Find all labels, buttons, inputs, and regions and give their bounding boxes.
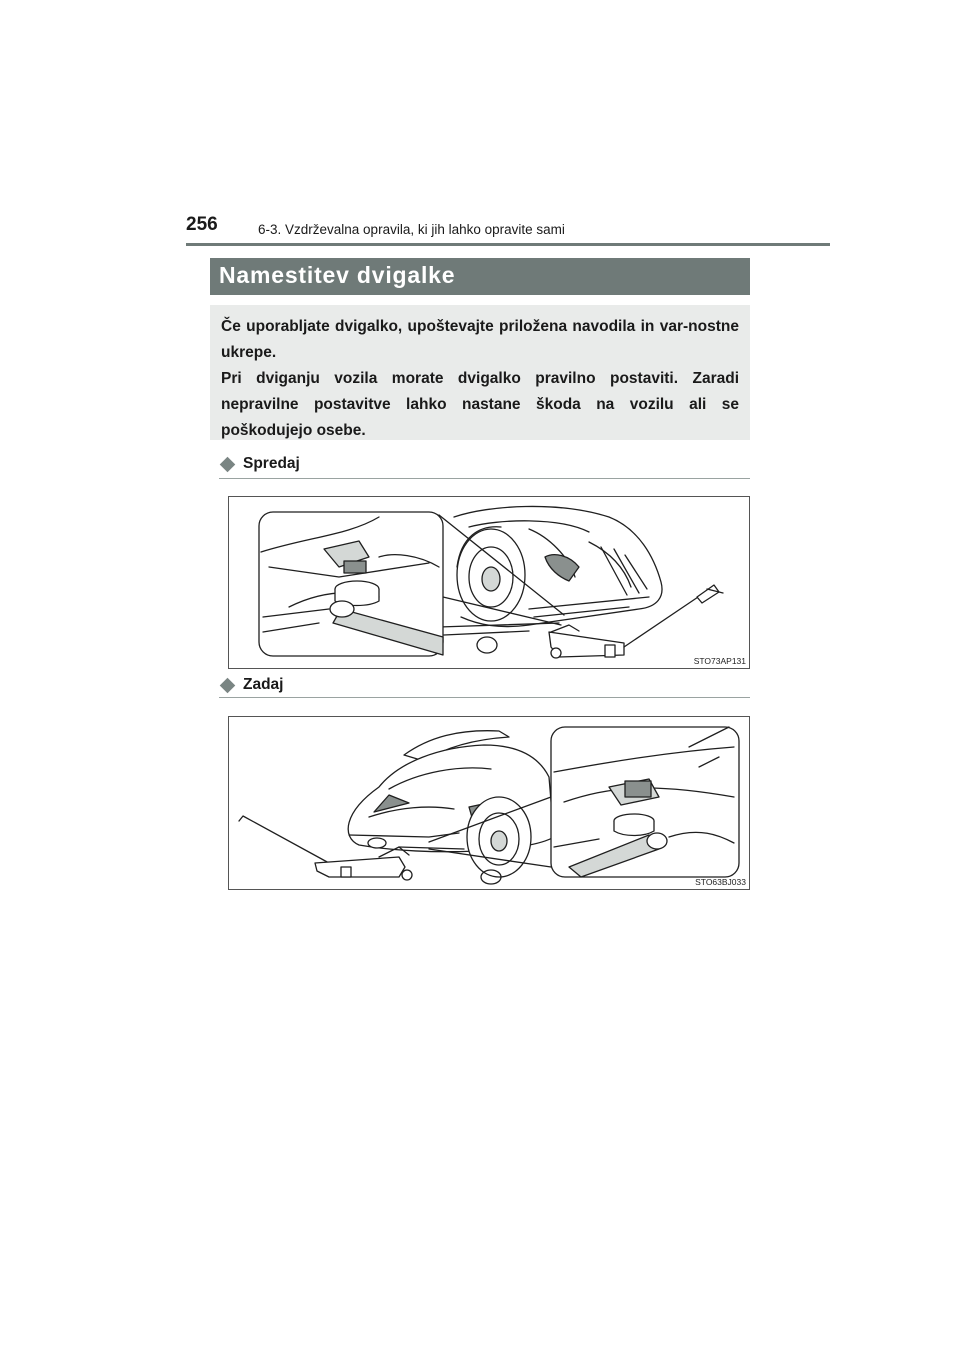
header-divider [186,243,830,246]
front-subheading-rule [219,478,750,479]
front-subheading [220,455,300,473]
diamond-bullet-icon [220,456,236,472]
diamond-bullet-icon [220,677,236,693]
title-bar [210,258,750,295]
intro-paragraph-1: Če uporabljate dvigalko, upoštevajte priložena navodila in var-nostne ukrepe. [221,318,739,361]
front-heading-text: Spredaj [243,455,300,472]
front-figure-code: STO73AP131 [693,656,746,666]
intro-paragraph-2: Pri dviganju vozila morate dvigalko pravilno postaviti. Zaradi nepravilne postavitve lahko nastane škoda na vozilu ali se poškodujejo osebe. [221,370,739,439]
page-number: 256 [186,214,218,235]
rear-subheading [220,676,283,694]
rear-jack-illustration [229,717,749,889]
section-heading: 6-3. Vzdrževalna opravila, ki jih lahko opravite sami [258,222,565,237]
rear-jack-figure [228,716,750,890]
front-jack-illustration [229,497,749,668]
page-title: Namestitev dvigalke [219,262,456,288]
rear-figure-code: STO63BJ033 [695,877,746,887]
intro-box [210,305,750,440]
front-jack-figure [228,496,750,669]
rear-subheading-rule [219,697,750,698]
rear-heading-text: Zadaj [243,676,284,693]
